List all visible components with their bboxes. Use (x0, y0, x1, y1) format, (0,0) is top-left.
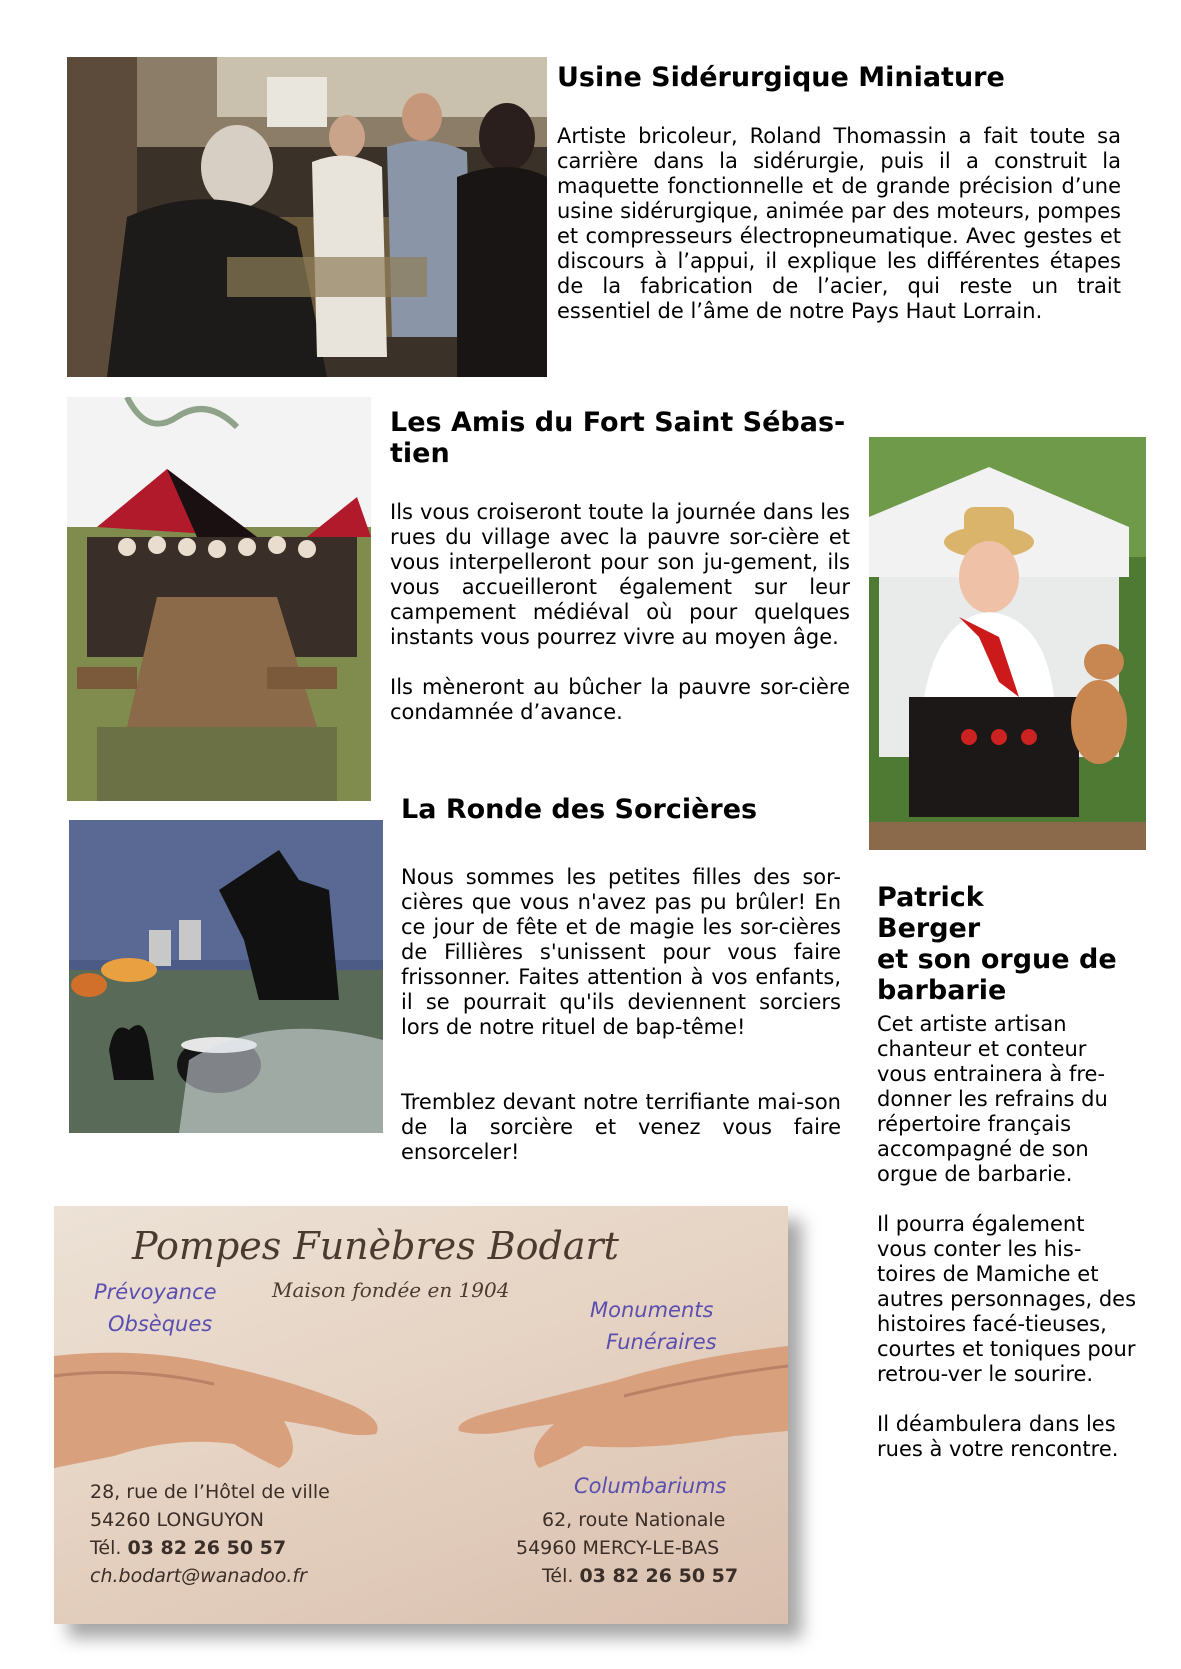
ronde-paragraph-2: Tremblez devant notre terrifiante mai-son de la sorcière et venez vous faire ensorceler! (401, 1090, 841, 1164)
ad-right-phone-prefix: Tél. (542, 1565, 574, 1587)
fort-paragraph-2: Ils mèneront au bûcher la pauvre sor-cière condamnée d’avance. (390, 675, 850, 724)
ad-right-address-1: 62, route Nationale (542, 1509, 726, 1531)
ad-service-obseques: Obsèques (108, 1312, 213, 1336)
ad-right-address-2: 54960 MERCY-LE-BAS (516, 1537, 720, 1559)
fort-paragraph-1: Ils vous croiseront toute la journée dans les rues du village avec la pauvre sor-cière et vous interpelleront pour son ju-gement, ils vous accueilleront également sur leur campement médiéval où pour quelques instants vous pourrez vivre au moyen âge. (390, 500, 850, 649)
usine-photo (67, 57, 547, 377)
usine-body (557, 124, 1121, 324)
usine-title: Usine Sidérurgique Miniature (557, 62, 1005, 93)
ad-right-phone: 03 82 26 50 57 (579, 1565, 739, 1587)
ad-left-phone-prefix: Tél. (90, 1537, 122, 1559)
ad-service-monuments: Monuments (590, 1298, 714, 1322)
patrick-paragraph-1: Cet artiste artisan chanteur et conteur vous entrainera à fre-donner les refrains du répertoire français accompagné de son orgue de barbarie. (877, 1012, 1108, 1186)
ronde-title: La Ronde des Sorcières (401, 794, 758, 825)
ad-email: ch.bodart@wanadoo.fr (90, 1565, 307, 1587)
ad-service-prevoyance: Prévoyance (94, 1280, 217, 1304)
patrick-title-line-1: Patrick Berger (877, 882, 984, 944)
funeral-ad-card (54, 1206, 788, 1624)
ad-service-funeraires: Funéraires (606, 1330, 717, 1354)
ronde-paragraph-1: Nous sommes les petites filles des sor-cières que vous n'avez pas pu brûler! En ce jour de fête et de magie les sor-cières de Fillières s'unissent pour vous faire frissonner. Faites attention à vos enfants, il se pourrait qu'ils deviennent sorciers lors de notre rituel de bap-tême! (401, 865, 841, 1039)
ad-left-address-1: 28, rue de l’Hôtel de ville (90, 1481, 330, 1503)
ad-left-phone: 03 82 26 50 57 (127, 1537, 287, 1559)
ronde-body (401, 865, 841, 1165)
fort-body (390, 500, 850, 725)
fort-title: Les Amis du Fort Saint Sébas-tien (390, 407, 846, 469)
ronde-photo (69, 820, 383, 1133)
patrick-title-line-2: et son orgue de (877, 944, 1117, 975)
patrick-title (877, 882, 1137, 1006)
ad-right-phone-line (542, 1565, 738, 1587)
ad-hands-image (54, 1206, 788, 1624)
ad-tagline: Maison fondée en 1904 (272, 1278, 510, 1302)
patrick-paragraph-3: Il déambulera dans les rues à votre rencontre. (877, 1412, 1119, 1461)
patrick-title-line-3: barbarie (877, 975, 1007, 1006)
fort-photo (67, 397, 371, 801)
ad-company-name: Pompes Funèbres Bodart (132, 1224, 619, 1268)
ad-left-address-2: 54260 LONGUYON (90, 1509, 264, 1531)
ad-service-columbariums: Columbariums (574, 1474, 727, 1498)
patrick-body (877, 1012, 1139, 1462)
patrick-paragraph-2: Il pourra également vous conter les his-toires de Mamiche et autres personnages, des histoires facé-tieuses, courtes et toniques pour retrou-ver le sourire. (877, 1212, 1137, 1386)
usine-paragraph: Artiste bricoleur, Roland Thomassin a fait toute sa carrière dans la sidérurgie, puis il a construit la maquette fonctionnelle et de grande précision d’une usine sidérurgique, animée par des moteurs, pompes et compresseurs électropneumatique. Avec gestes et discours à l’appui, il explique les différentes étapes de la fabrication de l’acier, qui reste un trait essentiel de l’âme de notre Pays Haut Lorrain. (557, 124, 1121, 323)
patrick-photo (869, 437, 1146, 850)
ad-left-phone-line (90, 1537, 286, 1559)
